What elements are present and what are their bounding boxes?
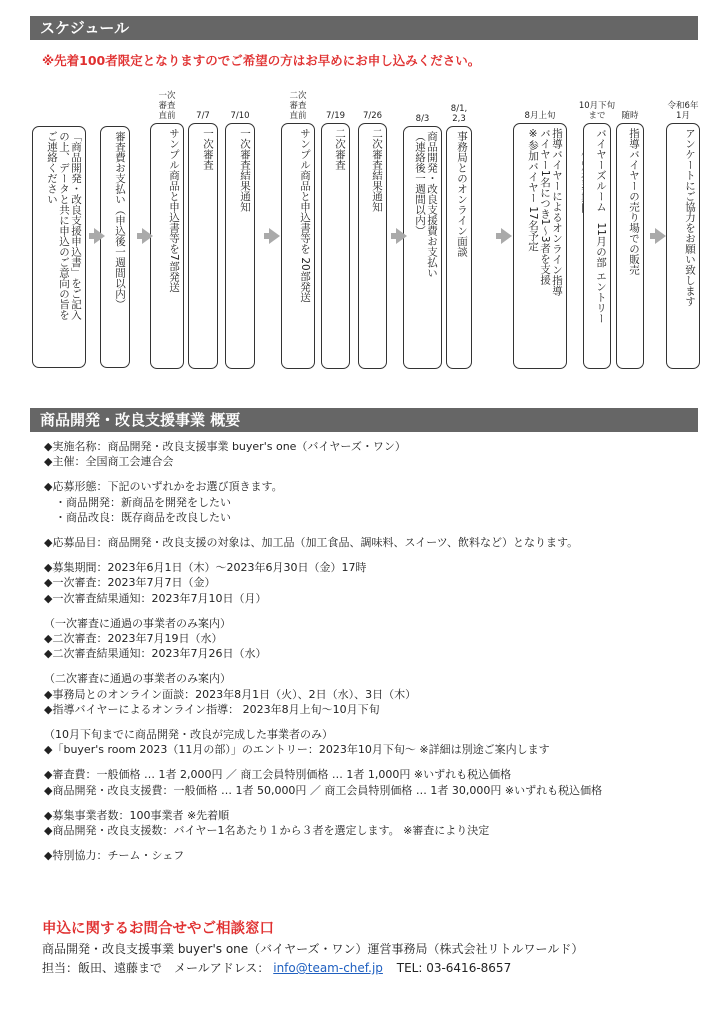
schedule-step: [32, 126, 86, 368]
schedule-step: [188, 123, 218, 369]
step-text: 審査費お支払い（申込後一週間以内）: [114, 131, 126, 310]
flow-arrow-icon: [655, 228, 666, 244]
step-text: 指導バイヤーの売り場での販売: [628, 128, 640, 275]
overview-line: ◆事務局とのオンライン面談：2023年8月1日（火）、2日（水）、3日（木）: [44, 687, 417, 701]
flow-arrow-icon: [396, 228, 407, 244]
step-text: ※参加バイヤー 17名予定: [527, 128, 539, 252]
step-text: 一次審査結果通知: [239, 128, 251, 212]
schedule-step: [100, 126, 130, 368]
step-date: 二次 審査 直前: [289, 91, 307, 121]
overview-line: ◆商品開発・改良支援数：バイヤー1名あたり１から３者を選定します。 ※審査により決定: [44, 824, 490, 837]
schedule-step: [513, 123, 567, 369]
schedule-step: [666, 123, 700, 369]
overview-line: ◆二次審査結果通知：2023年7月26日（水）: [44, 647, 267, 661]
overview-line: ◆募集事業者数：100事業者 ※先着順: [44, 808, 230, 822]
schedule-title: スケジュール: [40, 19, 130, 37]
overview-line: ◆「buyer's room 2023（11月の部）」のエントリー：2023年10月下旬～ ※詳細は別途ご案内します: [44, 743, 550, 757]
step-text: 指導バイヤーによるオンライン指導: [551, 128, 563, 296]
contact-line: [42, 959, 511, 976]
step-text: サンプル商品と申込書等を 20部発送: [299, 128, 311, 303]
overview-line: （二次審査に通過の事業者のみ案内）: [44, 672, 231, 686]
schedule-step: [150, 123, 184, 369]
step-text: （連絡後一週間以内）: [414, 131, 426, 236]
schedule-step: [225, 123, 255, 369]
overview-line: ◆主催：全国商工会連合会: [44, 455, 174, 469]
overview-line: ◆二次審査：2023年7月19日（水）: [44, 632, 223, 645]
overview-title: 商品開発・改良支援事業 概要: [40, 411, 241, 429]
step-date: 7/10: [230, 111, 250, 121]
schedule-step: [403, 126, 442, 369]
flow-arrow-icon: [142, 228, 153, 244]
step-text: 事務局とのオンライン面談: [456, 131, 468, 257]
step-text: バイヤーズルーム 11月の部 エントリー: [595, 128, 607, 324]
flow-arrow-icon: [501, 228, 512, 244]
step-date: 7/7: [196, 111, 210, 121]
overview-line: ◆応募形態：下記のいずれかをお選び頂きます。: [44, 480, 283, 494]
overview-header: [30, 408, 698, 432]
step-date: 随時: [621, 111, 639, 121]
step-date: 8/3: [415, 114, 430, 124]
schedule-step: [583, 123, 611, 369]
overview-line: （一次審査に通過の事業者のみ案内）: [44, 616, 231, 630]
contact-tel: TEL: 03-6416-8657: [396, 961, 512, 975]
step-text: の上、データと共に申込のご意向の旨を: [58, 131, 70, 320]
step-text: アンケートにご協力をお願い致します: [684, 128, 696, 307]
overview-line: （10月下旬までに商品開発・改良が完成した事業者のみ）: [44, 728, 333, 741]
overview-line: ◆商品開発・改良支援費：一般価格 … 1者 50,000円 ／ 商工会員特別価格 … 1者 30,000円 ※いずれも税込価格: [44, 783, 603, 797]
schedule-step: [616, 123, 644, 369]
overview-line: ◆一次審査：2023年7月7日（金）: [44, 576, 216, 590]
overview-line: ・商品開発：新商品を開発をしたい: [44, 495, 231, 509]
schedule-header: [30, 16, 698, 40]
overview-line: ◆募集期間：2023年6月1日（木）～2023年6月30日（金）17時: [44, 561, 367, 575]
step-date: 令和6年 1月: [667, 101, 699, 121]
step-text: 「商品開発・改良支援申込書」をご記入: [70, 131, 82, 320]
step-text: 商品開発・改良支援費お支払い: [426, 131, 438, 278]
contact-org: 商品開発・改良支援事業 buyer's one（バイヤーズ・ワン）運営事務局（株式会社リトルワールド）: [42, 942, 584, 956]
overview-line: ◆実施名称：商品開発・改良支援事業 buyer's one（バイヤーズ・ワン）: [44, 440, 406, 453]
schedule-step: [446, 126, 472, 369]
overview-line: ◆応募品目：商品開発・改良支援の対象は、加工品（加工食品、調味料、スイーツ、飲料など）となります。: [44, 536, 579, 549]
step-date: 一次 審査 直前: [158, 91, 176, 121]
step-text: バイヤー1名につき1～3者を支援: [539, 128, 551, 285]
step-text: サンプル商品と申込書等を7部発送: [168, 128, 180, 293]
schedule-step: [281, 123, 315, 369]
overview-line: ・商品改良：既存商品を改良したい: [44, 510, 231, 524]
contact-title: 申込に関するお問合せやご相談窓口: [42, 921, 274, 937]
contact-person: 担当：飯田、遠藤まで メールアドレス：: [42, 961, 270, 975]
contact-email-link[interactable]: info@team-chef.jp: [273, 961, 383, 975]
step-text: 二次審査結果通知: [371, 128, 383, 212]
step-date: 7/19: [325, 111, 346, 121]
overview-line: ◆一次審査結果通知：2023年7月10日（月）: [44, 591, 267, 605]
overview-line: ◆特別協力：チーム・シェフ: [44, 849, 185, 863]
step-date: 7/26: [362, 111, 383, 121]
step-text: 一次審査: [202, 128, 214, 170]
overview-line: ◆指導バイヤーによるオンライン指導： 2023年8月上旬～10月下旬: [44, 702, 380, 716]
step-date: 8月上旬: [524, 111, 556, 121]
flow-arrow-icon: [269, 228, 280, 244]
schedule-step: [358, 123, 387, 369]
step-date: 8/1, 2,3: [450, 104, 468, 124]
step-date: 10月下旬 まで: [578, 101, 616, 121]
step-text: ご連絡ください: [46, 131, 58, 205]
flow-arrow-icon: [94, 228, 105, 244]
overview-line: ◆審査費：一般価格 … 1者 2,000円 ／ 商工会員特別価格 … 1者 1,000円 ※いずれも税込価格: [44, 768, 512, 782]
step-text: 二次審査: [334, 128, 346, 170]
limited-notice: ※先着100者限定となりますのでご希望の方はお早めにお申し込みください。: [42, 53, 481, 68]
schedule-step: [321, 123, 350, 369]
